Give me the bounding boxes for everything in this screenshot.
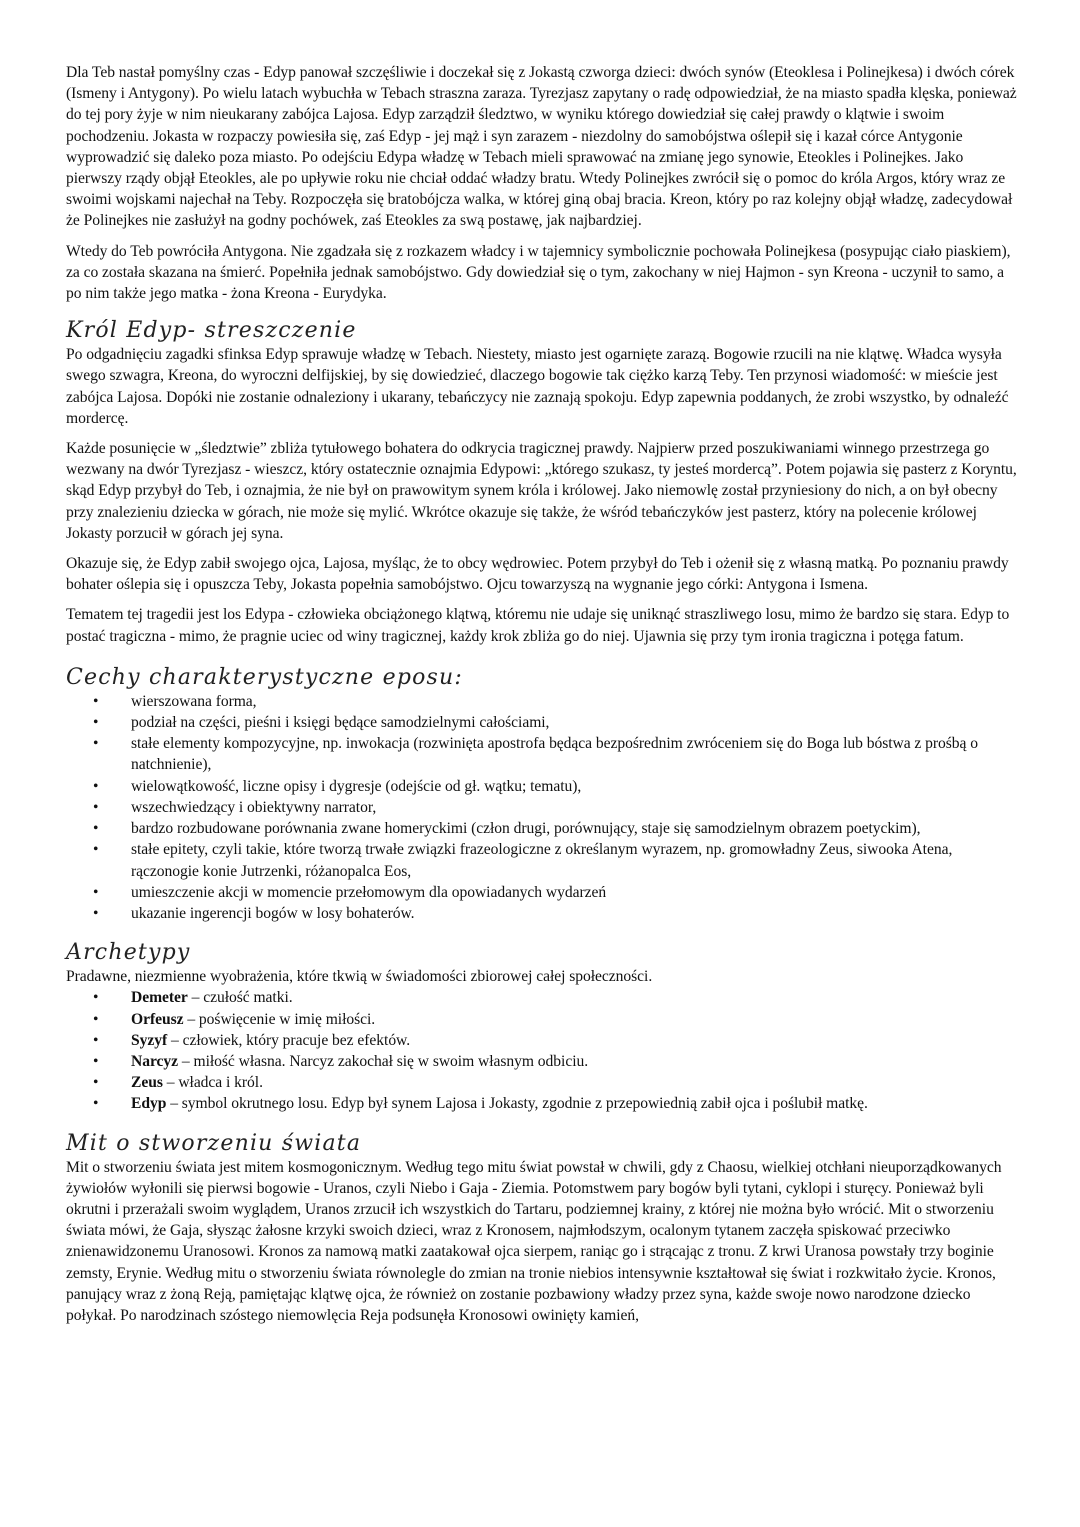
archetype-desc: – miłość własna. Narcyz zakochał się w swoim własnym odbiciu. xyxy=(178,1052,589,1070)
archetypy-list xyxy=(66,987,1018,1114)
krol-edyp-paragraph-1: Po odgadnięciu zagadki sfinksa Edyp sprawuje władzę w Tebach. Niestety, miasto jest ogarnięte zarazą. Bogowie rzucili na nie klątwę. Władca wysyła swego szwagra, Kreona, do wyroczni delfijskiej, by się dowiedzieć, dlaczego bogowie tak ciężko karzą Teby. Ten przynosi wiadomość: w mieście jest zabójca Lajosa. Dopóki nie zostanie odnaleziony i ukarany, tebańczycy nie zaznają spokoju. Edyp zapewnia poddanych, że zrobi wszystko, by odnaleźć mordercę. xyxy=(66,346,1009,427)
heading-archetypy: Archetypy xyxy=(66,940,191,966)
list-item xyxy=(131,1030,1018,1051)
list-item xyxy=(131,1051,1018,1072)
archetype-desc: – symbol okrutnego losu. Edyp był synem Lajosa i Jokasty, zgodnie z przepowiednią zabił ojca i poślubił matkę. xyxy=(166,1095,868,1113)
mit-paragraph-1: Mit o stworzeniu świata jest mitem kosmogonicznym. Według tego mitu świat powstał w chwili, gdy z Chaosu, wielkiej otchłani nieuporządkowanych żywiołów wyłonili się pierwsi bogowie - Uranos, czyli Niebo i Gaja - Ziemia. Potomstwem pary bogów byli tytani, cyklopi i sturęcy. Ponieważ byli okrutni i przerażali swoim wyglądem, Uranos zrzucił ich wszystkich do Tartaru, podziemnej krainy, z której nie można było wrócić. Mit o stworzeniu świata mówi, że Gaja, słysząc żałosne krzyki swoich dzieci, wraz z Kronosem, najmłodszym, ocalonym tytanem zaczęła spiskować przeciwko znienawidzonemu Uranosowi. Kronos za namową matki zaatakował ojca sierpem, raniąc go i strącając z tronu. Z krwi Uranosa powstały trzy boginie zemsty, Erynie. Według mitu o stworzeniu świata równolegle do zmian na tronie niebios intensywnie kształtował się świat i rozkwitało życie. Kronos, panujący wraz z żoną Reją, pamiętając klątwę ojca, że również on zostanie pozbawiony władzy przez syna, każde swoje nowo narodzone dziecko połykał. Po narodzinach szóstego niemowlęcia Reja podsunęła Kronosowi owinięty kamień, xyxy=(66,1158,1002,1324)
archetype-name: Edyp xyxy=(131,1095,167,1113)
archetypy-intro: Pradawne, niezmienne wyobrażenia, które tkwią w świadomości zbiorowej całej społeczności. xyxy=(66,968,653,986)
heading-mit-o-stworzeniu-swiata: Mit o stworzeniu świata xyxy=(66,1130,362,1156)
archetype-name: Narcyz xyxy=(131,1052,179,1070)
archetype-name: Syzyf xyxy=(131,1031,168,1049)
archetype-desc: – poświęcenie w imię miłości. xyxy=(183,1010,376,1028)
krol-edyp-paragraph-4: Tematem tej tragedii jest los Edypa - człowieka obciążonego klątwą, któremu nie udaje się uniknąć straszliwego losu, mimo że bardzo się stara. Edyp to postać tragiczna - mimo, że pragnie uciec od winy tragicznej, każdy krok zbliża go do niej. Ujawnia się przy tym ironia tragiczna i potęga fatum. xyxy=(66,606,1010,645)
archetype-desc: – człowiek, który pracuje bez efektów. xyxy=(167,1031,411,1049)
krol-edyp-paragraph-3: Okazuje się, że Edyp zabił swojego ojca, Lajosa, myśląc, że to obcy wędrowiec. Potem przybył do Teb i ożenił się z własną matką. Po poznaniu prawdy bohater oślepia się i opuszcza Teby, Jokasta popełnia samobójstwo. Ojcu towarzyszą na wygnanie jego córki: Antygona i Ismena. xyxy=(66,555,1009,594)
intro-paragraph-2: Wtedy do Teb powróciła Antygona. Nie zgadzała się z rozkazem władcy i w tajemnicy symbolicznie pochowała Polinejkesa (posypując ciało piaskiem), za co została skazana na śmierć. Popełniła jednak samobójstwo. Gdy dowiedział się o tym, zakochany w niej Hajmon - syn Kreona - uczynił to samo, a po nim także jego matka - żona Kreona - Eurydyka. xyxy=(66,242,1011,303)
list-item: • wszechwiedzący i obiektywny narrator, xyxy=(131,797,1018,818)
heading-cechy-eposu: Cechy charakterystyczne eposu: xyxy=(66,664,464,690)
list-item: • wielowątkowość, liczne opisy i dygresje (odejście od gł. wątku; tematu), xyxy=(131,776,1018,797)
archetype-name: Zeus xyxy=(131,1074,163,1092)
heading-krol-edyp: Król Edyp- streszczenie xyxy=(66,318,357,344)
list-item: • podział na części, pieśni i księgi będące samodzielnymi całościami, xyxy=(131,712,1018,733)
intro-paragraph-1: Dla Teb nastał pomyślny czas - Edyp panował szczęśliwie i doczekał się z Jokastą czworga dzieci: dwóch synów (Eteoklesa i Polinejkesa) i dwóch córek (Ismeny i Antygony). Po wielu latach wybuchła w Tebach straszna zaraza. Tyrezjasz zapytany o radę odpowiedział, że na miasto spadła klęska, ponieważ do tej pory żyje w nim nieukarany zabójca Lajosa. Edyp zarządził śledztwo, w wyniku którego dowiedział się całej prawdy o klątwie i swoim pochodzeniu. Jokasta w rozpaczy powiesiła się, zaś Edyp - jej mąż i syn zarazem - niezdolny do samobójstwa oślepił się i kazał córce Antygonie wyprowadzić się daleko poza miasto. Po odejściu Edypa władzę w Tebach mieli sprawować na zmianę jego synowie, Eteokles i Polinejkes. Jako pierwszy rządy objął Eteokles, ale po upływie roku nie chciał oddać władzy bratu. Wtedy Polinejkes zwrócił się o pomoc do króla Argos, który wraz ze swoimi wojskami najechał na Teby. Rozpoczęła się bratobójcza walka, w której giną obaj bracia. Kreon, który po raz kolejny objął władzę, zadecydował że Polinejkes nie zasłużył na godny pochówek, zaś Eteokles za swą postawę, jak najbardziej. xyxy=(66,64,1017,230)
archetype-name: Orfeusz xyxy=(131,1010,184,1028)
list-item: • wierszowana forma, xyxy=(131,691,1018,712)
archetype-name: Demeter xyxy=(131,989,188,1007)
archetype-desc: – władca i król. xyxy=(162,1074,263,1092)
list-item: • stałe elementy kompozycyjne, np. inwokacja (rozwinięta apostrofa będąca bezpośrednim zwróceniem się do Boga lub bóstwa z prośbą o natchnienie), xyxy=(131,733,1018,775)
cechy-list xyxy=(66,691,1018,924)
list-item xyxy=(131,1093,1018,1114)
list-item: • umieszczenie akcji w momencie przełomowym dla opowiadanych wydarzeń xyxy=(131,882,1018,903)
list-item: • ukazanie ingerencji bogów w losy bohaterów. xyxy=(131,903,1018,924)
list-item: • stałe epitety, czyli takie, które tworzą trwałe związki frazeologiczne z określanym wyrazem, np. gromowładny Zeus, siwooka Atena, rączonogie konie Jutrzenki, różanopalca Eos, xyxy=(131,839,1018,881)
list-item: • bardzo rozbudowane porównania zwane homeryckimi (człon drugi, porównujący, staje się samodzielnym obrazem poetyckim), xyxy=(131,818,1018,839)
list-item xyxy=(131,987,1018,1008)
krol-edyp-paragraph-2: Każde posunięcie w „śledztwie” zbliża tytułowego bohatera do odkrycia tragicznej prawdy. Najpierw przed poszukiwaniami winnego przestrzega go wezwany na dwór Tyrezjasz - wieszcz, który ostatecznie oznajmia Edypowi: „którego szukasz, ty jesteś mordercą”. Potem pojawia się pasterz z Koryntu, skąd Edyp przybył do Teb, i oznajmia, że nie był on prawowitym synem króla i królowej. Jako niemowlę został przyniesiony do nich, a on był obecny przy znalezieniu dziecka w górach, nie może się mylić. Wkrótce okazuje się także, że wśród tebańczyków jest pasterz, który na polecenie królowej Jokasty porzucił w górach jej syna. xyxy=(66,440,1017,542)
archetype-desc: – czułość matki. xyxy=(187,989,293,1007)
list-item xyxy=(131,1009,1018,1030)
list-item xyxy=(131,1072,1018,1093)
